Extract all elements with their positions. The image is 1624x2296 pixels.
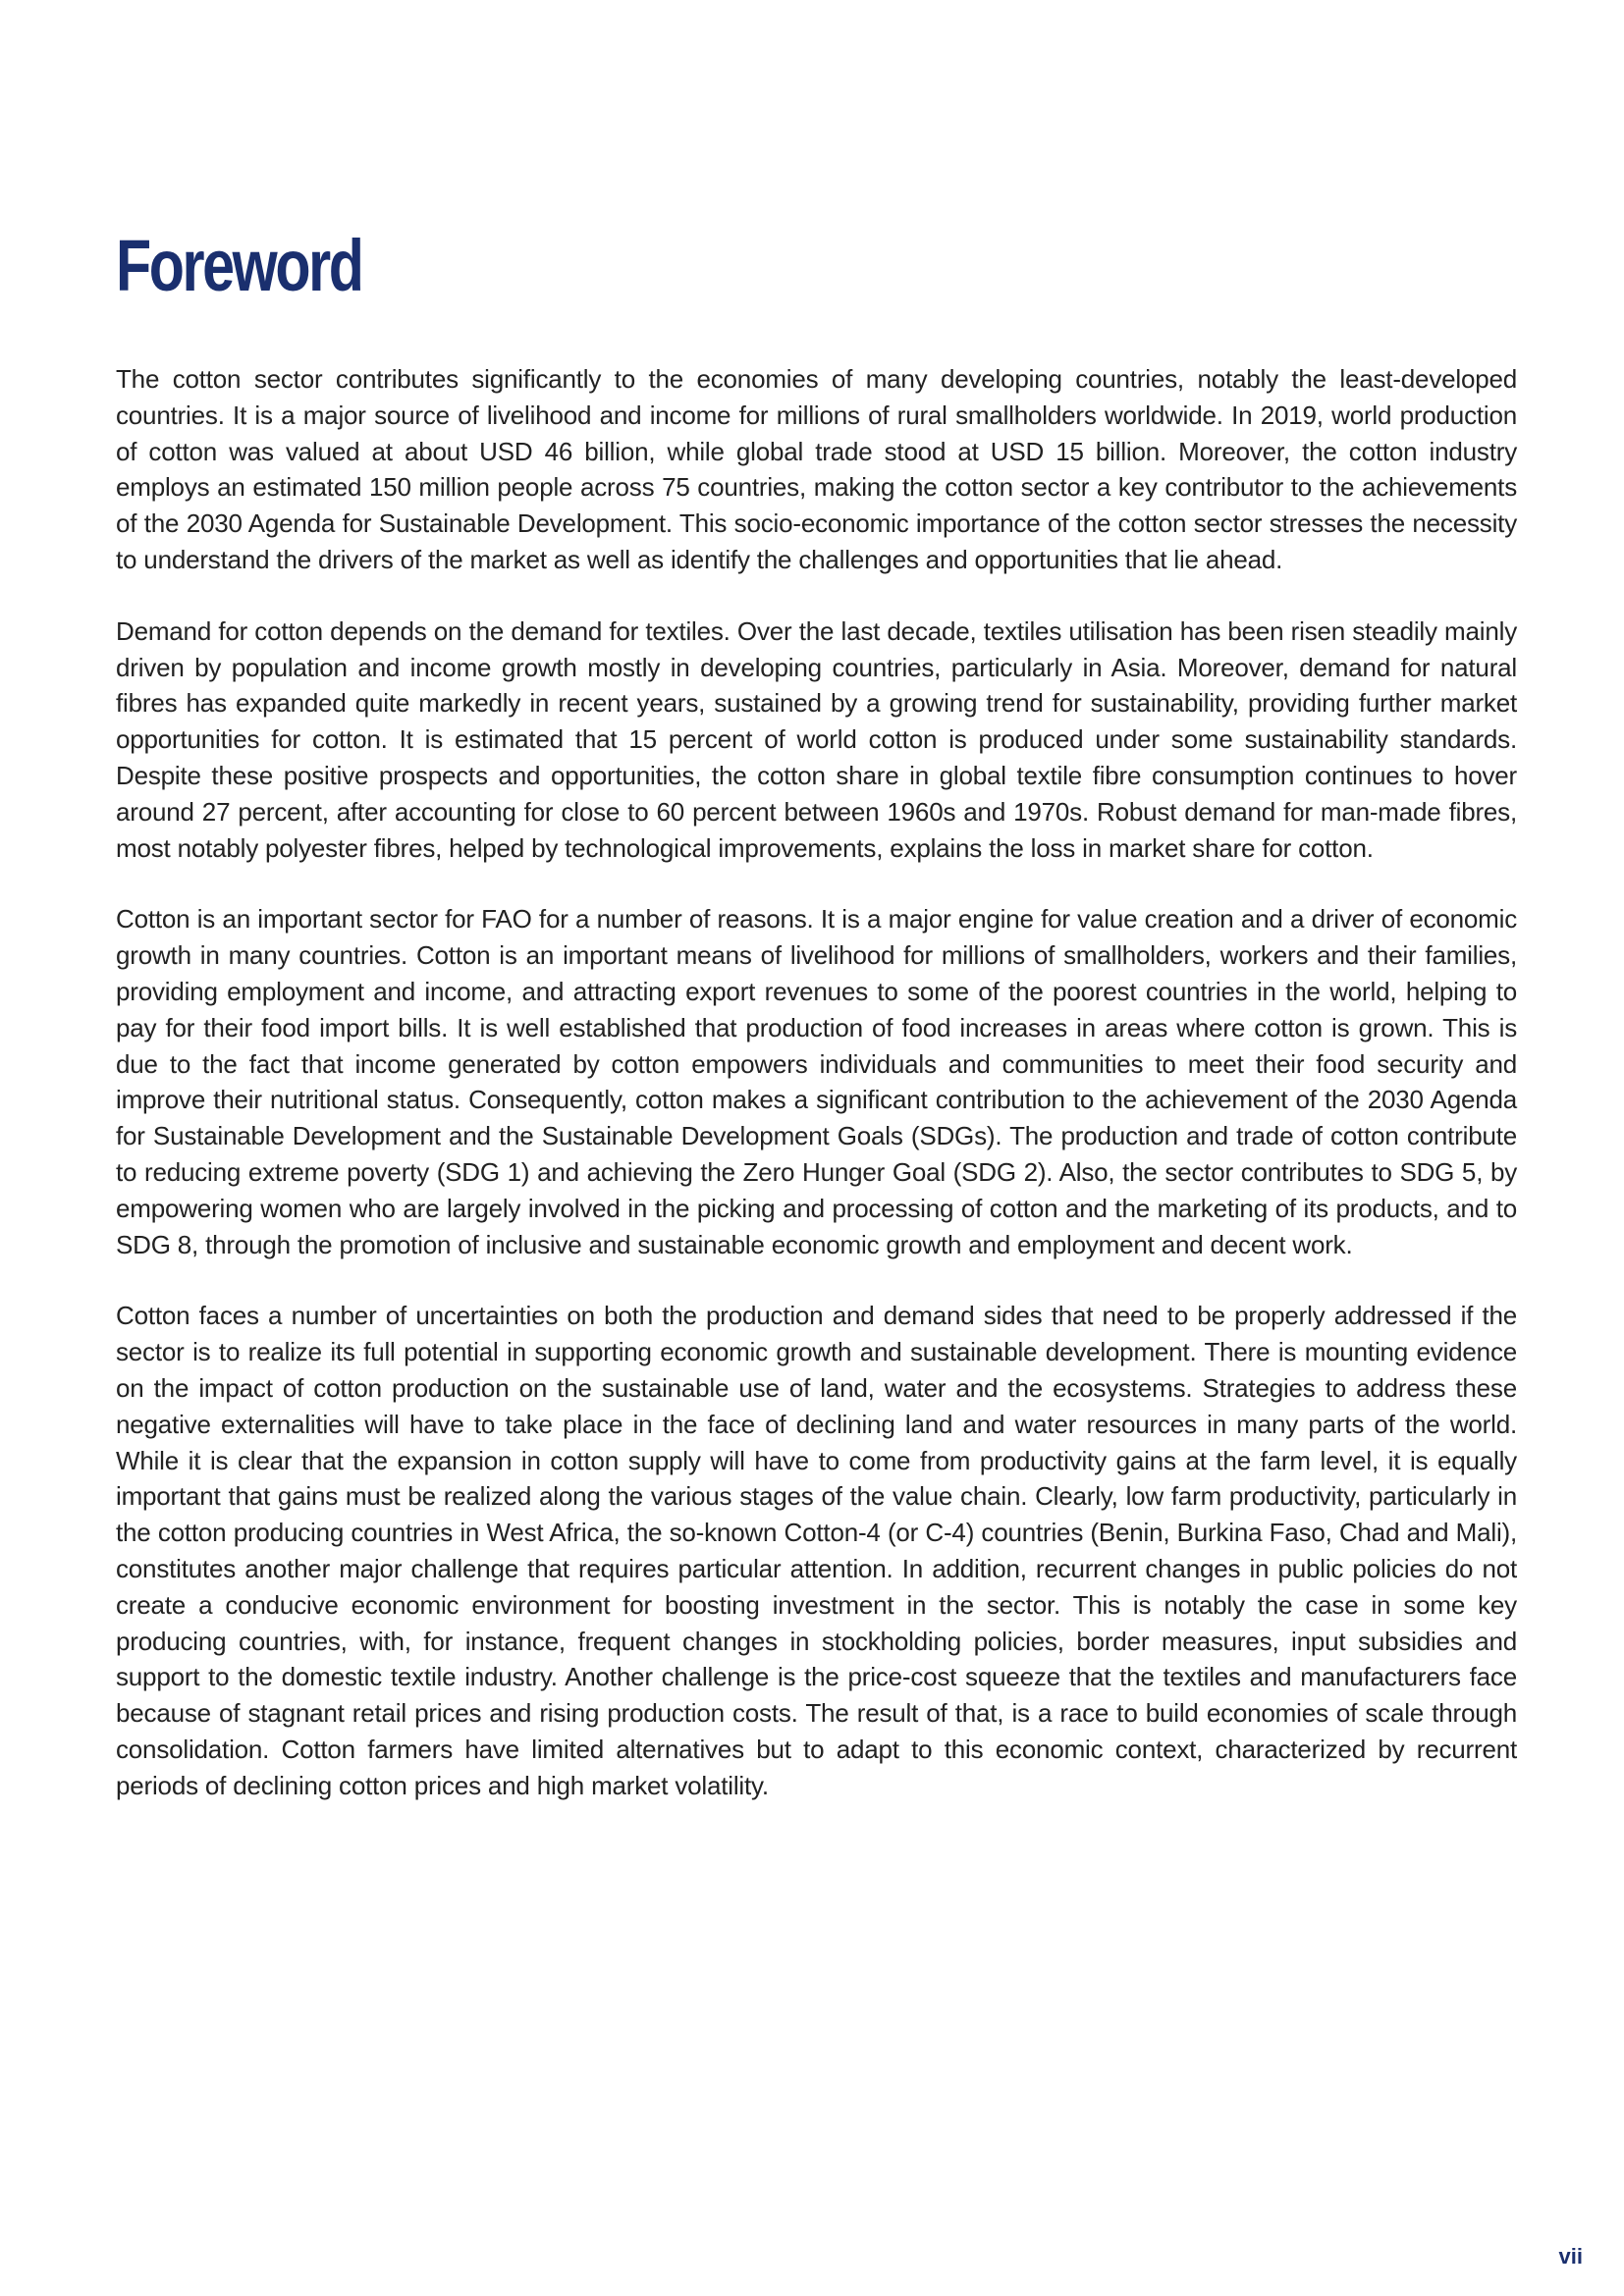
- paragraph: The cotton sector contributes significantly to the economies of many developing countries, notably the least-developed countries. It is a major source of livelihood and income for millions of rural smallholders worldwide. In 2019, world production of cotton was valued at about USD 46 billion, while global trade stood at USD 15 billion. Moreover, the cotton industry employs an estimated 150 million people across 75 countries, making the cotton sector a key contributor to the achievements of the 2030 Agenda for Sustainable Development. This socio-economic importance of the cotton sector stresses the necessity to understand the drivers of the market as well as identify the challenges and opportunities that lie ahead.: [116, 364, 1517, 574]
- paragraph: Cotton is an important sector for FAO for a number of reasons. It is a major engine for value creation and a driver of economic growth in many countries. Cotton is an important means of livelihood for millions of smallholders, workers and their families, providing employment and income, and attracting export revenues to some of the poorest countries in the world, helping to pay for their food import bills. It is well established that production of food increases in areas where cotton is grown. This is due to the fact that income generated by cotton empowers individuals and communities to meet their food security and improve their nutritional status. Consequently, cotton makes a significant contribution to the achievement of the 2030 Agenda for Sustainable Development and the Sustainable Development Goals (SDGs). The production and trade of cotton contribute to reducing extreme poverty (SDG 1) and achieving the Zero Hunger Goal (SDG 2). Also, the sector contributes to SDG 5, by empowering women who are largely involved in the picking and processing of cotton and the marketing of its products, and to SDG 8, through the promotion of inclusive and sustainable economic growth and employment and decent work.: [116, 904, 1517, 1259]
- paragraph: Cotton faces a number of uncertainties on both the production and demand sides that need to be properly addressed if the sector is to realize its full potential in supporting economic growth and sustainable development. There is mounting evidence on the impact of cotton production on the sustainable use of land, water and the ecosystems. Strategies to address these negative externalities will have to take place in the face of declining land and water resources in many parts of the world. While it is clear that the expansion in cotton supply will have to come from productivity gains at the farm level, it is equally important that gains must be realized along the various stages of the value chain. Clearly, low farm productivity, particularly in the cotton producing countries in West Africa, the so-known Cotton-4 (or C-4) countries (Benin, Burkina Faso, Chad and Mali), constitutes another major challenge that requires particular attention. In addition, recurrent changes in public policies do not create a conducive economic environment for boosting investment in the sector. This is notably the case in some key producing countries, with, for instance, frequent changes in stockholding policies, border measures, input subsidies and support to the domestic textile industry. Another challenge is the price-cost squeeze that the textiles and manufacturers face because of stagnant retail prices and rising production costs. The result of that, is a race to build economies of scale through consolidation. Cotton farmers have limited alternatives but to adapt to this economic context, characterized by recurrent periods of declining cotton prices and high market volatility.: [116, 1301, 1517, 1800]
- body-text: [116, 361, 1517, 1839]
- paragraph: Demand for cotton depends on the demand for textiles. Over the last decade, textiles utilisation has been risen steadily mainly driven by population and income growth mostly in developing countries, particularly in Asia. Moreover, demand for natural fibres has expanded quite markedly in recent years, sustained by a growing trend for sustainability, providing further market opportunities for cotton. It is estimated that 15 percent of world cotton is produced under some sustainability standards. Despite these positive prospects and opportunities, the cotton share in global textile fibre consumption continues to hover around 27 percent, after accounting for close to 60 percent between 1960s and 1970s. Robust demand for man-made fibres, most notably polyester fibres, helped by technological improvements, explains the loss in market share for cotton.: [116, 615, 1517, 863]
- page-number: vii: [1558, 2244, 1583, 2269]
- page-title: Foreword: [116, 225, 362, 306]
